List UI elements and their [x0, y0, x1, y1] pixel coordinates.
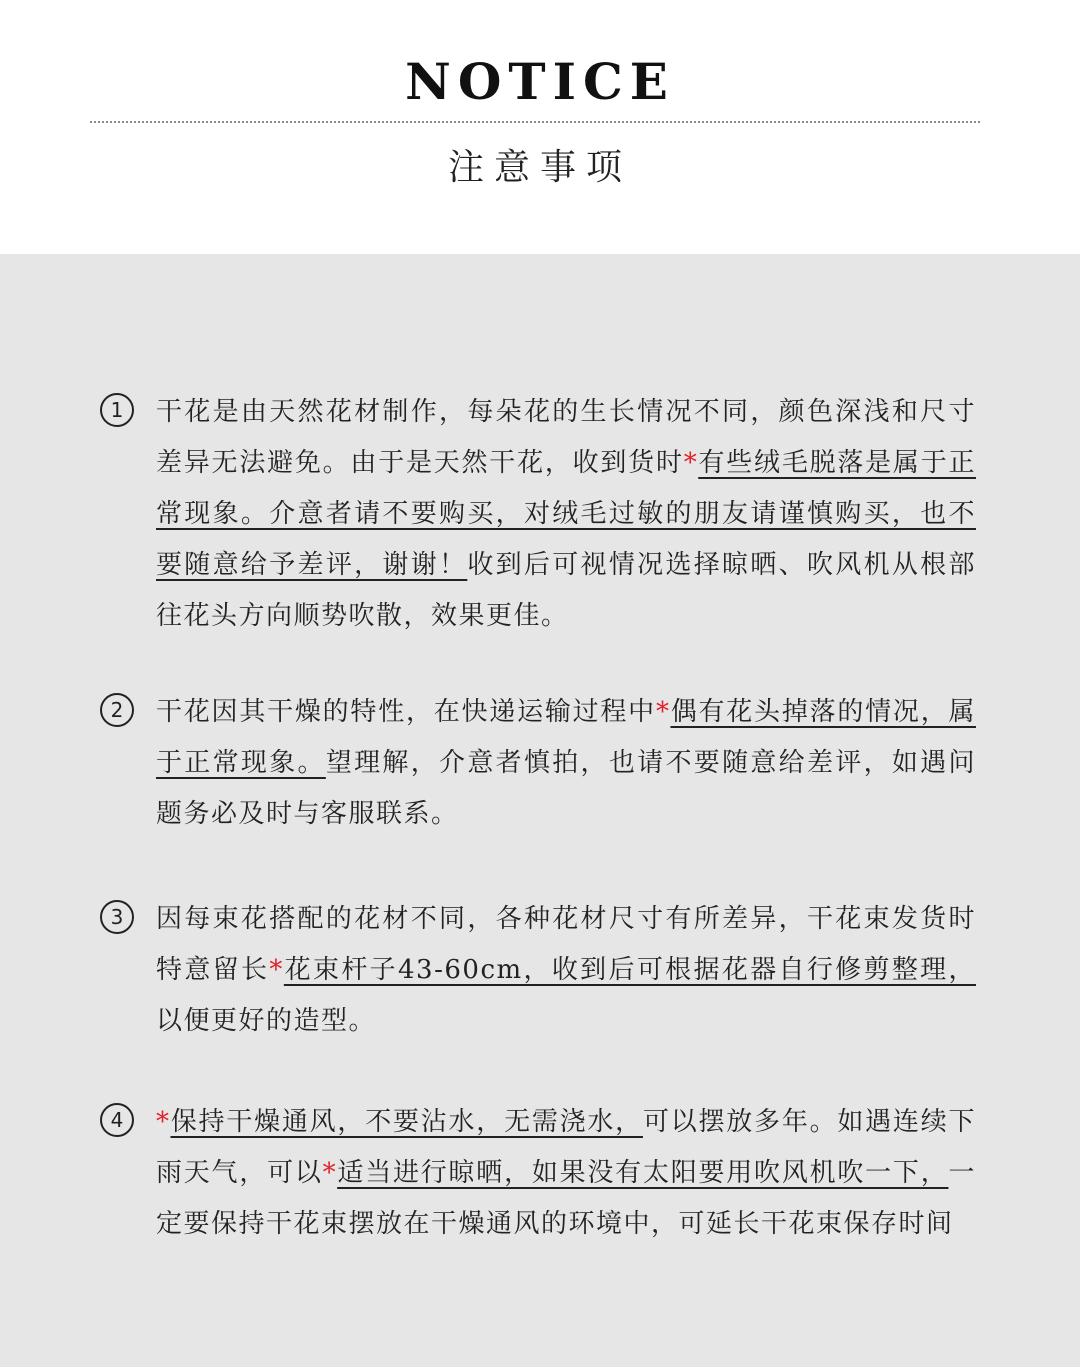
notice-4-asterisk-a: * — [156, 1107, 171, 1137]
notice-4-underlined-a: 保持干燥通风，不要沾水，无需浇水， — [170, 1107, 643, 1137]
notice-text-2 — [156, 687, 976, 840]
circled-number-4: 4 — [100, 1103, 134, 1137]
notice-2-text-a: 干花因其干燥的特性，在快递运输过程中 — [156, 697, 656, 727]
notice-2-text-b: 望理解，介意者慎拍，也请不要随意给差评，如遇问题务必及时与客服联系。 — [156, 748, 976, 829]
notice-4-underlined-b: 适当进行晾晒，如果没有太阳要用吹风机吹一下， — [337, 1158, 949, 1188]
notice-3-asterisk: * — [269, 955, 284, 985]
notice-4-asterisk-b: * — [322, 1158, 338, 1188]
circled-number-1: 1 — [100, 393, 134, 427]
notice-3-text-a: 因每束花搭配的花材不同，各种花材尺寸有所差异，干花束发货时特意留长 — [156, 904, 976, 985]
title-chinese: 注意事项 — [447, 147, 632, 188]
notice-2-underlined: 偶有花头掉落的情况，属于正常现象。 — [156, 697, 976, 778]
notice-1-underlined: 有些绒毛脱落是属于正常现象。介意者请不要购买，对绒毛过敏的朋友请谨慎购买，也不要随意给予差评，谢谢！ — [156, 448, 976, 580]
notice-4-text-a: 可以摆放多年。如遇连续下雨天气，可以 — [156, 1107, 976, 1188]
notice-2-asterisk: * — [655, 697, 671, 727]
notice-text-4 — [156, 1097, 976, 1250]
notice-3-underlined: 花束杆子43-60cm，收到后可根据花器自行修剪整理， — [283, 955, 976, 985]
notice-panel — [0, 254, 1080, 1367]
notice-text-1 — [156, 387, 976, 642]
notice-4-text-b: 一定要保持干花束摆放在干燥通风的环境中，可延长干花束保存时间 — [156, 1158, 976, 1239]
notice-1-asterisk: * — [683, 448, 699, 478]
circled-number-2: 2 — [100, 693, 134, 727]
circled-number-3: 3 — [100, 900, 134, 934]
notice-text-3 — [156, 894, 976, 1047]
title-english: NOTICE — [405, 52, 675, 111]
notice-1-text-a: 干花是由天然花材制作，每朵花的生长情况不同，颜色深浅和尺寸差异无法避免。由于是天然干花，收到货时 — [156, 397, 976, 478]
header — [0, 0, 1080, 254]
notice-3-text-b: 以便更好的造型。 — [156, 1006, 377, 1036]
notice-1-text-b: 收到后可视情况选择晾晒、吹风机从根部往花头方向顺势吹散，效果更佳。 — [156, 550, 976, 631]
dotted-divider — [90, 121, 980, 123]
